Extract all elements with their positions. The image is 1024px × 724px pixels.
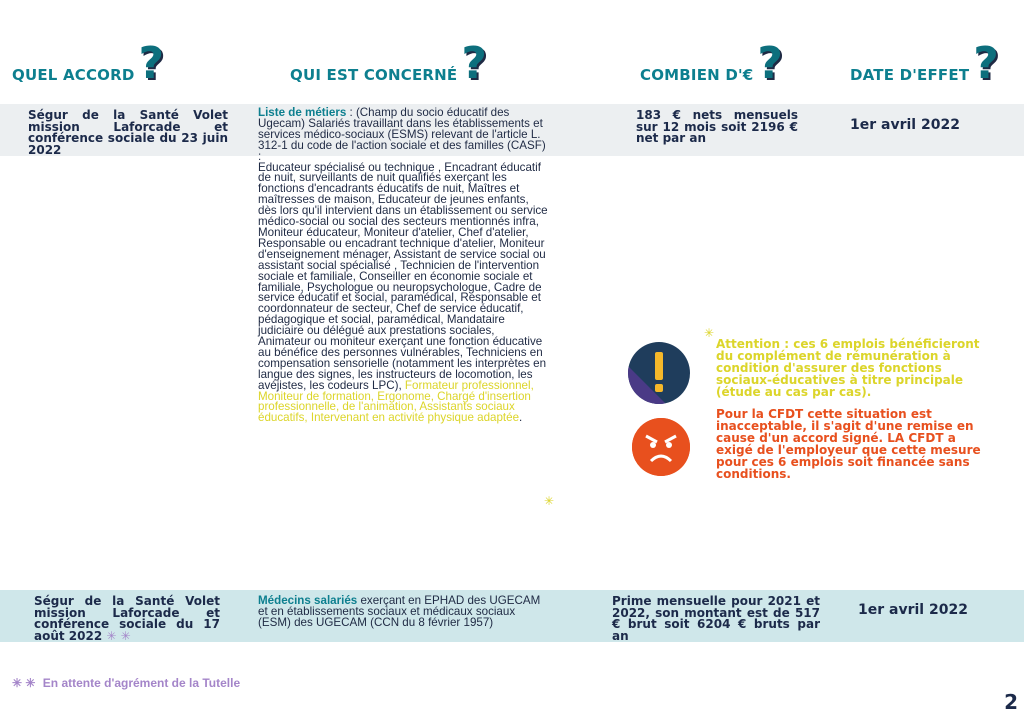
row1-concerne-list: Educateur spécialisé ou technique , Encadrant éducatif de nuit, surveillants de nuit qualifiés exerçant les fonctions d'encadrants éducatifs de nuit, Maîtres et maîtresses de maison, Educateur de jeunes enfants, dès lors qu'il intervient dans un établissement ou service médico-social ou social des secteurs mentionnés infra, Moniteur éducateur, Moniteur d'atelier, Chef d'atelier, Responsable ou encadrant technique d'atelier, Moniteur d'enseignement ménager, Assistant de service social ou assistant social spécialisé , Technicien de l'intervention sociale et familiale, Conseiller en économie sociale et familiale, Psychologue ou neuropsychologue, Cadre de service éducatif et social, paramédical, Responsable et coordonnateur de secteur, Chef de service éducatif, pédagogique et social, paramédical, Mandataire judiciaire ou délégué aux prestations sociales, Animateur ou moniteur exerçant une fonction éducative au bénéfice des personnes vulnérables, Techniciens en compensation sensorielle (notamment les interprètes en langue des signes, les instructeurs de locomotion, les avéjistes, les codeurs LPC), xyxy=(258,160,548,392)
question-mark-icon: ? xyxy=(757,38,784,89)
asterisk-icon: ✳ ✳ xyxy=(12,676,36,690)
exclamation-icon xyxy=(628,342,690,404)
footnote-text: En attente d'agrément de la Tutelle xyxy=(42,676,241,690)
header-date-effet xyxy=(850,38,999,89)
question-mark-icon: ? xyxy=(461,38,488,89)
header-qui-concerne xyxy=(290,38,488,89)
row2-accord xyxy=(34,596,220,642)
row1-accord: Ségur de la Santé Volet mission Laforcade et conférence sociale du 23 juin 2022 xyxy=(28,108,228,157)
header-combien-label: COMBIEN D'€ xyxy=(640,66,754,84)
page-number: 2 xyxy=(1004,690,1018,714)
row1-concerne-label: Liste de métiers xyxy=(258,106,347,119)
row1-combien: 183 € nets mensuels sur 12 mois soit 2196 € net par an xyxy=(636,108,798,145)
row2-date: 1er avril 2022 xyxy=(858,602,968,618)
row2-concerne-text: exerçant en EPHAD des UGECAM et en établissements sociaux et médicaux sociaux (ESM) des UGECAM (CCN du 8 février 1957) xyxy=(258,594,541,629)
row2-concerne-label: Médecins salariés xyxy=(258,594,358,607)
row1-concerne-intro: : (Champ du socio éducatif des Ugecam) Salariés travaillant dans les établissements et services médico-sociaux (ESMS) relevant de l'article L. 312-1 du code de l'action sociale et des familles (CASF) : xyxy=(258,106,546,163)
question-mark-icon: ? xyxy=(138,38,165,89)
row1-date: 1er avril 2022 xyxy=(850,117,960,133)
header-combien xyxy=(640,38,784,89)
asterisk-icon: ✳ xyxy=(704,326,715,340)
row1-concerne-end: . xyxy=(519,411,523,425)
row2-combien: Prime mensuelle pour 2021 et 2022, son montant est de 517 € brut soit 6204 € bruts par an xyxy=(612,594,820,643)
question-mark-icon: ? xyxy=(973,38,999,89)
cfdt-note: Pour la CFDT cette situation est inacceptable, il s'agit d'une remise en cause d'un accord signé. LA CFDT a exigé de l'employeur que cette mesure pour ces 6 emplois soit financée sans conditions. xyxy=(716,407,981,481)
asterisk-icon: ✳ xyxy=(544,494,555,508)
header-quel-accord xyxy=(12,38,165,89)
header-date-effet-label: DATE D'EFFET xyxy=(850,66,970,84)
row1-concerne xyxy=(258,108,548,424)
row1-concerne-highlight: Formateur professionnel, Moniteur de formation, Ergonome, Chargé d'insertion professionnelle, de l'animation, Assistants sociaux éducatifs, Intervenant en activité physique adaptée xyxy=(258,378,534,425)
footnote xyxy=(12,676,240,690)
asterisk-icon: ✳ ✳ xyxy=(106,628,131,643)
header-qui-concerne-label: QUI EST CONCERNÉ xyxy=(290,66,458,84)
attention-note: Attention : ces 6 emplois bénéficieront du complément de rémunération à condition d'assurer des fonctions sociaux-éducatives à titre principale (étude au cas par cas). xyxy=(716,337,980,399)
angry-face-icon xyxy=(632,418,690,476)
row2-accord-text: Ségur de la Santé Volet mission Laforcade et conférence sociale du 17 août 2022 xyxy=(34,594,220,643)
header-quel-accord-label: QUEL ACCORD xyxy=(12,66,135,84)
row2-concerne xyxy=(258,596,548,629)
